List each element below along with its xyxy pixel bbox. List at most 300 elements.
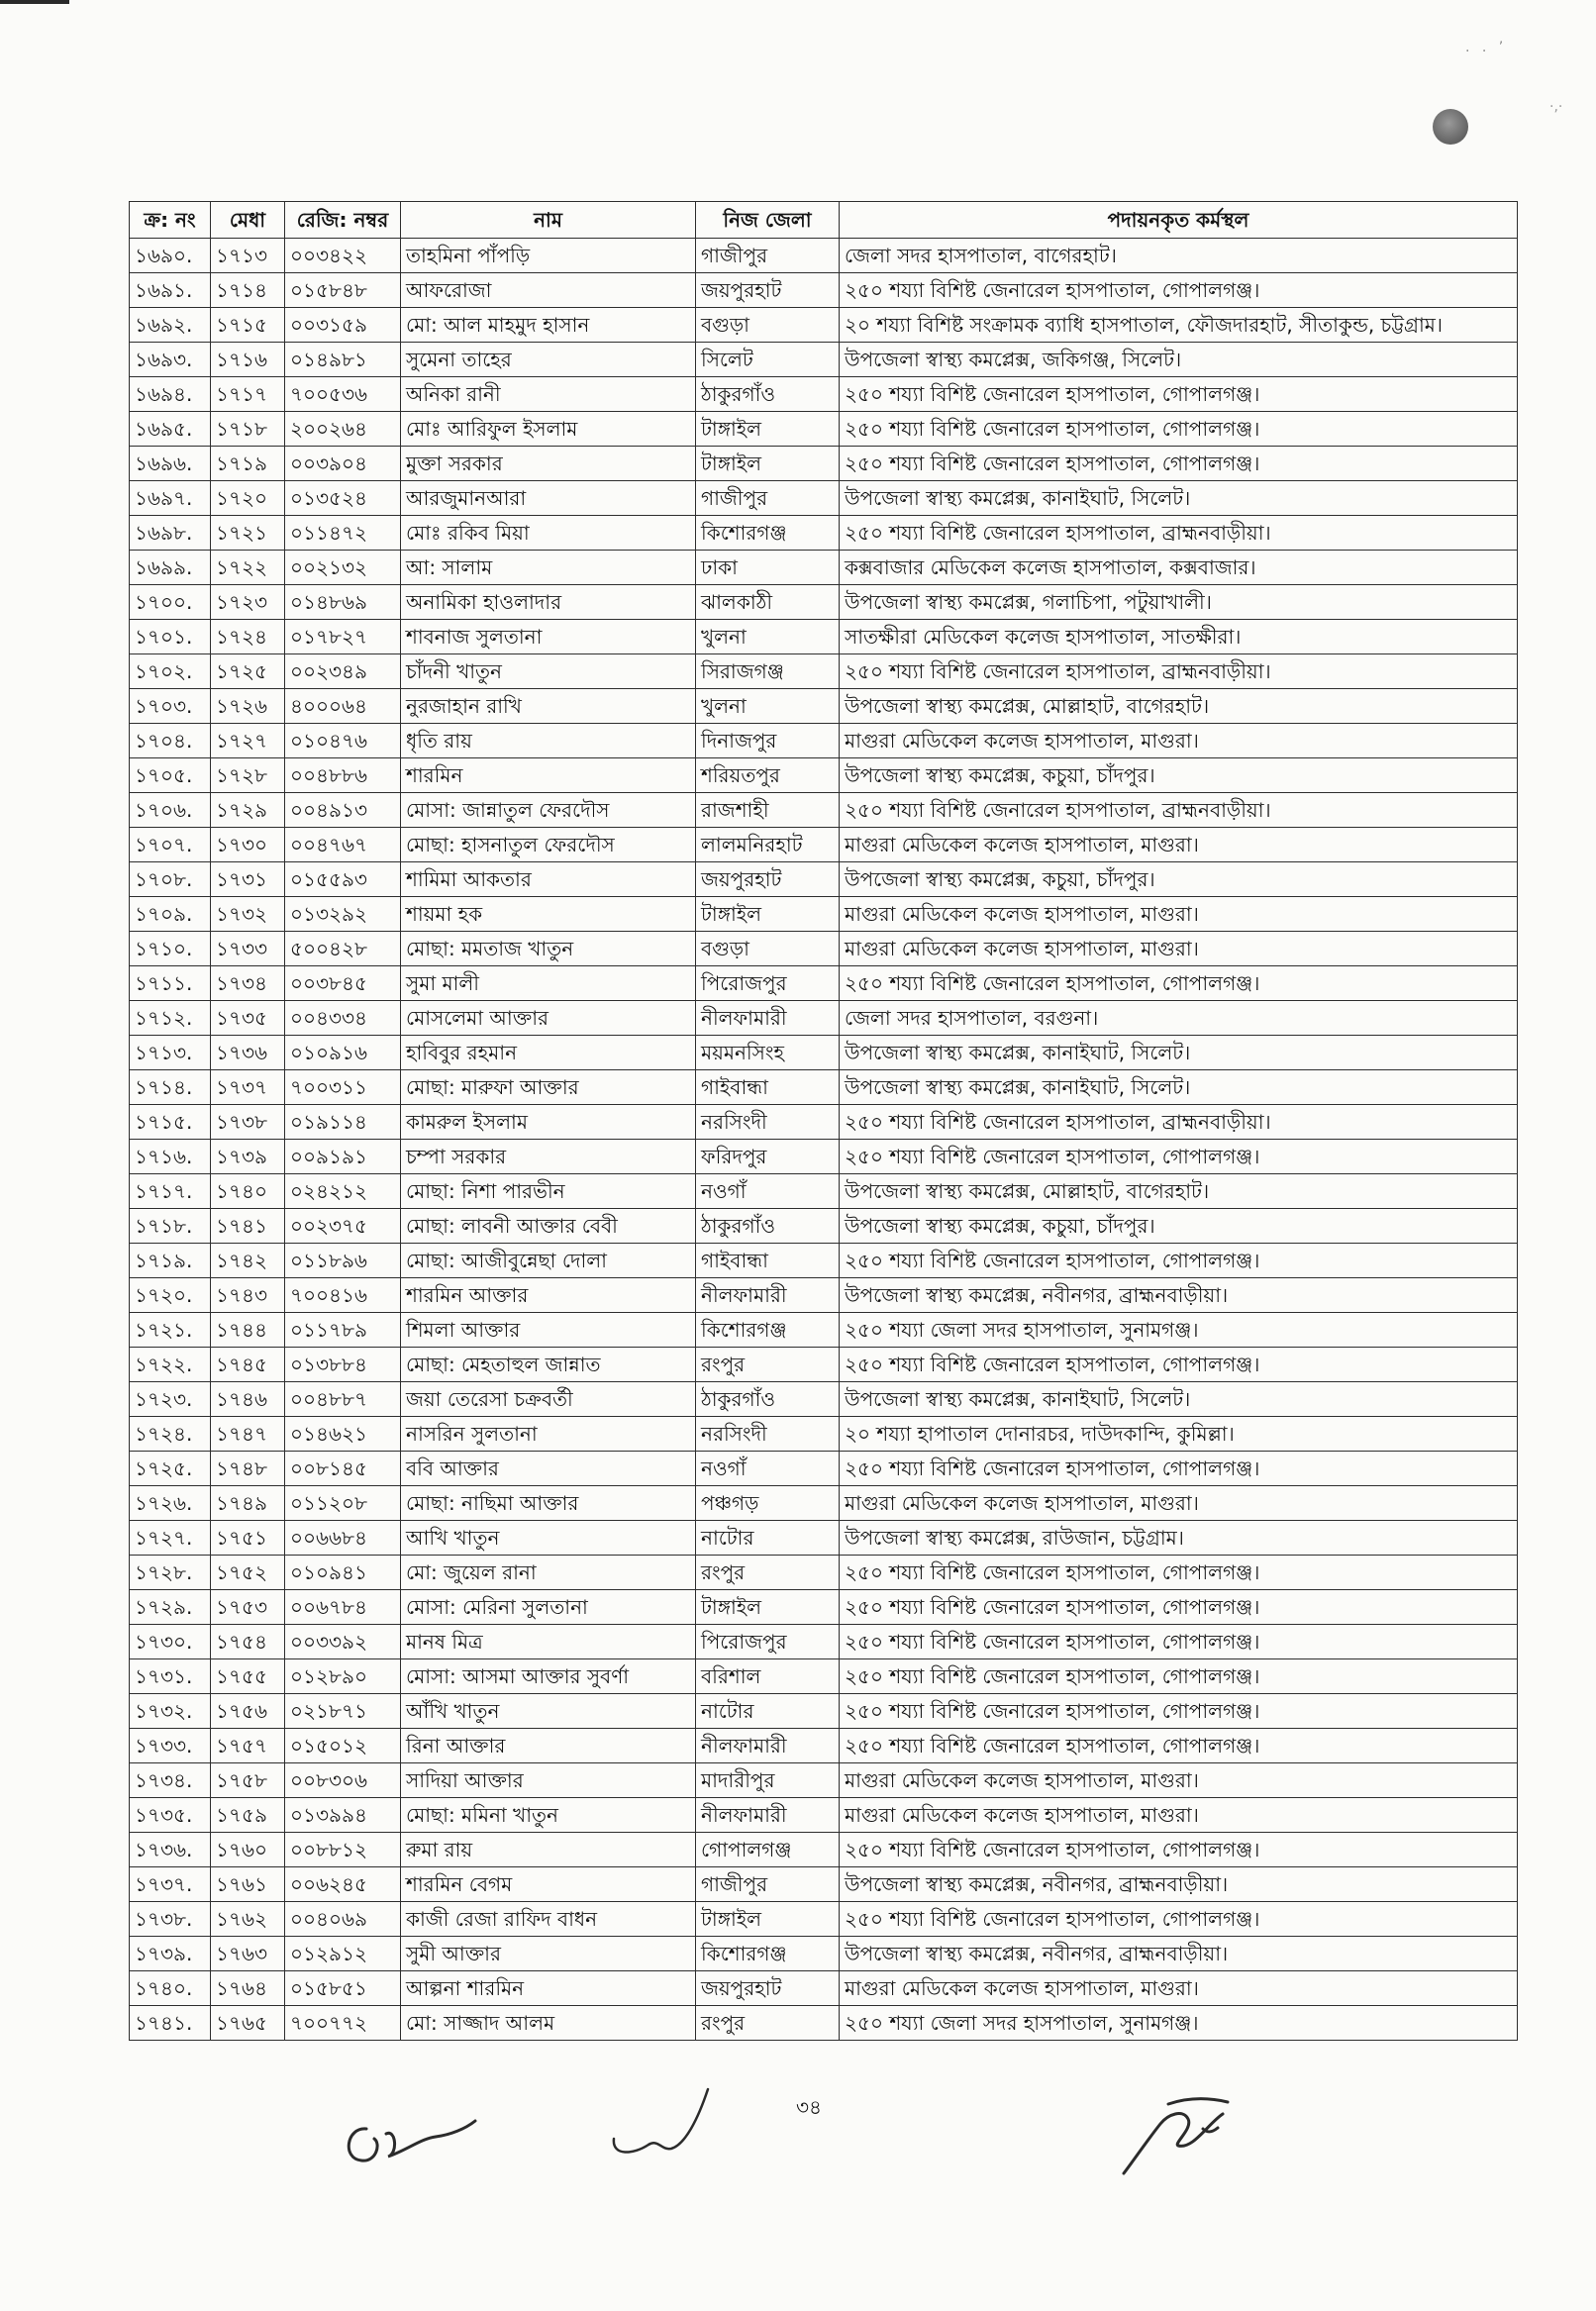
posting-table [129, 201, 1518, 2041]
cell-home-district: নীলফামারী [696, 1798, 840, 1833]
cell-name: মোছা: আজীবুন্নেছা দোলা [401, 1244, 696, 1278]
cell-posting-place: ২৫০ শয্যা বিশিষ্ট জেনারেল হাসপাতাল, গোপালগঞ্জ। [840, 1556, 1518, 1590]
cell-serial: ১৭২৮. [130, 1556, 211, 1590]
cell-posting-place: মাগুরা মেডিকেল কলেজ হাসপাতাল, মাগুরা। [840, 828, 1518, 862]
table-row [130, 932, 1518, 966]
cell-home-district: জয়পুরহাট [696, 1971, 840, 2006]
cell-merit: ১৭৫২ [211, 1556, 285, 1590]
cell-reg-no: ৪০০০৬৪ [285, 689, 401, 724]
table-row [130, 1971, 1518, 2006]
cell-reg-no: ০২১৮৭১ [285, 1694, 401, 1729]
cell-reg-no: ৭০০৪১৬ [285, 1278, 401, 1313]
cell-serial: ১৬৯৯. [130, 551, 211, 585]
cell-merit: ১৭১৭ [211, 377, 285, 412]
table-row [130, 1313, 1518, 1348]
cell-name: মোছা: নাছিমা আক্তার [401, 1486, 696, 1521]
table-row [130, 412, 1518, 447]
cell-home-district: কিশোরগঞ্জ [696, 1313, 840, 1348]
cell-serial: ১৭২০. [130, 1278, 211, 1313]
cell-posting-place: উপজেলা স্বাস্থ্য কমপ্লেক্স, কচুয়া, চাঁদপুর। [840, 758, 1518, 793]
cell-serial: ১৭০৮. [130, 862, 211, 897]
cell-merit: ১৭৬০ [211, 1833, 285, 1867]
table-row [130, 1278, 1518, 1313]
table-row [130, 516, 1518, 551]
table-row [130, 1937, 1518, 1971]
cell-merit: ১৭৩৮ [211, 1105, 285, 1140]
cell-reg-no: ০০৯১৯১ [285, 1140, 401, 1174]
cell-name: আঁখি খাতুন [401, 1694, 696, 1729]
cell-reg-no: ০১৪৮৬৯ [285, 585, 401, 620]
table-header-row [130, 202, 1518, 239]
cell-posting-place: মাগুরা মেডিকেল কলেজ হাসপাতাল, মাগুরা। [840, 1798, 1518, 1833]
cell-serial: ১৭৩৪. [130, 1763, 211, 1798]
table-row [130, 620, 1518, 654]
cell-home-district: গাজীপুর [696, 1867, 840, 1902]
cell-reg-no: ০১১৪৭২ [285, 516, 401, 551]
cell-serial: ১৭৩৫. [130, 1798, 211, 1833]
cell-merit: ১৭৪১ [211, 1209, 285, 1244]
cell-posting-place: উপজেলা স্বাস্থ্য কমপ্লেক্স, জকিগঞ্জ, সিলেট। [840, 343, 1518, 377]
cell-name: আ: সালাম [401, 551, 696, 585]
cell-serial: ১৭৩৬. [130, 1833, 211, 1867]
scan-edge-mark [0, 0, 69, 4]
cell-reg-no: ০০৮১৪৫ [285, 1452, 401, 1486]
cell-home-district: কিশোরগঞ্জ [696, 1937, 840, 1971]
cell-merit: ১৭৪৩ [211, 1278, 285, 1313]
cell-reg-no: ০০২৩৪৯ [285, 654, 401, 689]
cell-home-district: টাঙ্গাইল [696, 1902, 840, 1937]
signature-3 [1109, 2084, 1257, 2183]
cell-serial: ১৬৯১. [130, 273, 211, 308]
cell-posting-place: ২৫০ শয্যা বিশিষ্ট জেনারেল হাসপাতাল, গোপালগঞ্জ। [840, 1452, 1518, 1486]
table-row [130, 1833, 1518, 1867]
table-row [130, 481, 1518, 516]
cell-merit: ১৭৫৩ [211, 1590, 285, 1625]
cell-posting-place: উপজেলা স্বাস্থ্য কমপ্লেক্স, মোল্লাহাট, বাগেরহাট। [840, 689, 1518, 724]
cell-home-district: টাঙ্গাইল [696, 412, 840, 447]
cell-name: সুমী আক্তার [401, 1937, 696, 1971]
cell-name: আফরোজা [401, 273, 696, 308]
cell-home-district: ঠাকুরগাঁও [696, 1209, 840, 1244]
cell-merit: ১৭৪৬ [211, 1382, 285, 1417]
cell-serial: ১৭৩২. [130, 1694, 211, 1729]
table-row [130, 1729, 1518, 1763]
cell-home-district: নাটোর [696, 1521, 840, 1556]
table-row [130, 343, 1518, 377]
cell-reg-no: ০০৬২৪৫ [285, 1867, 401, 1902]
cell-home-district: বরিশাল [696, 1659, 840, 1694]
table-row [130, 585, 1518, 620]
cell-home-district: টাঙ্গাইল [696, 447, 840, 481]
cell-name: মো: সাজ্জাদ আলম [401, 2006, 696, 2041]
page-number: ৩৪ [796, 2095, 822, 2119]
cell-home-district: মাদারীপুর [696, 1763, 840, 1798]
cell-merit: ১৭৩১ [211, 862, 285, 897]
cell-home-district: রংপুর [696, 1348, 840, 1382]
punch-hole [1433, 109, 1468, 145]
cell-posting-place: জেলা সদর হাসপাতাল, বাগেরহাট। [840, 239, 1518, 273]
cell-name: চম্পা সরকার [401, 1140, 696, 1174]
cell-home-district: খুলনা [696, 620, 840, 654]
cell-reg-no: ০১৫০১২ [285, 1729, 401, 1763]
cell-home-district: রাজশাহী [696, 793, 840, 828]
cell-serial: ১৭১০. [130, 932, 211, 966]
cell-home-district: নীলফামারী [696, 1001, 840, 1036]
cell-serial: ১৭২৯. [130, 1590, 211, 1625]
cell-reg-no: ০১৩৯৯৪ [285, 1798, 401, 1833]
cell-serial: ১৭২৭. [130, 1521, 211, 1556]
cell-name: মোছা: মমতাজ খাতুন [401, 932, 696, 966]
cell-merit: ১৭৪২ [211, 1244, 285, 1278]
cell-name: ববি আক্তার [401, 1452, 696, 1486]
cell-home-district: কিশোরগঞ্জ [696, 516, 840, 551]
table-row [130, 1244, 1518, 1278]
cell-posting-place: জেলা সদর হাসপাতাল, বরগুনা। [840, 1001, 1518, 1036]
table-row [130, 758, 1518, 793]
table-row [130, 828, 1518, 862]
cell-merit: ১৭৪৫ [211, 1348, 285, 1382]
cell-posting-place: ২৫০ শয্যা বিশিষ্ট জেনারেল হাসপাতাল, গোপালগঞ্জ। [840, 1590, 1518, 1625]
cell-serial: ১৭২৬. [130, 1486, 211, 1521]
cell-home-district: বগুড়া [696, 308, 840, 343]
cell-name: মোসা: জান্নাতুল ফেরদৌস [401, 793, 696, 828]
cell-posting-place: ২৫০ শয্যা জেলা সদর হাসপাতাল, সুনামগঞ্জ। [840, 1313, 1518, 1348]
cell-name: মোছা: নিশা পারভীন [401, 1174, 696, 1209]
cell-home-district: রংপুর [696, 1556, 840, 1590]
cell-serial: ১৬৯৩. [130, 343, 211, 377]
cell-merit: ১৭৬৪ [211, 1971, 285, 2006]
cell-reg-no: ০০৩৯০৪ [285, 447, 401, 481]
header-merit: মেধা [211, 202, 285, 239]
cell-serial: ১৭০২. [130, 654, 211, 689]
table-row [130, 862, 1518, 897]
cell-merit: ১৭৪৪ [211, 1313, 285, 1348]
cell-name: মো: আল মাহমুদ হাসান [401, 308, 696, 343]
cell-posting-place: কক্সবাজার মেডিকেল কলেজ হাসপাতাল, কক্সবাজার। [840, 551, 1518, 585]
cell-name: সাদিয়া আক্তার [401, 1763, 696, 1798]
cell-name: কাজী রেজা রাফিদ বাধন [401, 1902, 696, 1937]
table-row [130, 1521, 1518, 1556]
table-row [130, 1417, 1518, 1452]
cell-posting-place: উপজেলা স্বাস্থ্য কমপ্লেক্স, কানাইঘাট, সিলেট। [840, 481, 1518, 516]
table-row [130, 1105, 1518, 1140]
cell-reg-no: ০১৭৮২৭ [285, 620, 401, 654]
cell-posting-place: ২০ শয্যা বিশিষ্ট সংক্রামক ব্যাধি হাসপাতাল, ফৌজদারহাট, সীতাকুন্ড, চট্টগ্রাম। [840, 308, 1518, 343]
cell-home-district: গাজীপুর [696, 481, 840, 516]
cell-reg-no: ০০৪৭৬৭ [285, 828, 401, 862]
cell-posting-place: ২৫০ শয্যা বিশিষ্ট জেনারেল হাসপাতাল, গোপালগঞ্জ। [840, 377, 1518, 412]
header-reg-no: রেজি: নম্বর [285, 202, 401, 239]
cell-posting-place: ২৫০ শয্যা বিশিষ্ট জেনারেল হাসপাতাল, গোপালগঞ্জ। [840, 1694, 1518, 1729]
cell-reg-no: ২০০২৬৪ [285, 412, 401, 447]
cell-posting-place: উপজেলা স্বাস্থ্য কমপ্লেক্স, নবীনগর, ব্রাহ্মনবাড়ীয়া। [840, 1867, 1518, 1902]
cell-serial: ১৭০৩. [130, 689, 211, 724]
cell-merit: ১৭৩৯ [211, 1140, 285, 1174]
cell-posting-place: ২৫০ শয্যা বিশিষ্ট জেনারেল হাসপাতাল, গোপালগঞ্জ। [840, 447, 1518, 481]
table-row [130, 1140, 1518, 1174]
cell-home-district: খুলনা [696, 689, 840, 724]
cell-home-district: নীলফামারী [696, 1278, 840, 1313]
cell-name: শিমলা আক্তার [401, 1313, 696, 1348]
cell-reg-no: ০০৮৮১২ [285, 1833, 401, 1867]
cell-serial: ১৭২৪. [130, 1417, 211, 1452]
cell-name: মোছা: মেহতাহুল জান্নাত [401, 1348, 696, 1382]
cell-posting-place: উপজেলা স্বাস্থ্য কমপ্লেক্স, কানাইঘাট, সিলেট। [840, 1036, 1518, 1070]
cell-home-district: দিনাজপুর [696, 724, 840, 758]
cell-serial: ১৬৯৮. [130, 516, 211, 551]
cell-home-district: নীলফামারী [696, 1729, 840, 1763]
cell-name: মোসা: আসমা আক্তার সুবর্ণা [401, 1659, 696, 1694]
cell-name: শাবনাজ সুলতানা [401, 620, 696, 654]
cell-posting-place: ২৫০ শয্যা বিশিষ্ট জেনারেল হাসপাতাল, গোপালগঞ্জ। [840, 412, 1518, 447]
cell-home-district: ময়মনসিংহ [696, 1036, 840, 1070]
cell-serial: ১৭১৮. [130, 1209, 211, 1244]
cell-serial: ১৬৯৭. [130, 481, 211, 516]
cell-merit: ১৭১৮ [211, 412, 285, 447]
table-row [130, 1209, 1518, 1244]
cell-home-district: জয়পুরহাট [696, 273, 840, 308]
cell-posting-place: মাগুরা মেডিকেল কলেজ হাসপাতাল, মাগুরা। [840, 897, 1518, 932]
cell-serial: ১৭৩৯. [130, 1937, 211, 1971]
cell-home-district: গাইবান্ধা [696, 1244, 840, 1278]
cell-reg-no: ০১৯১১৪ [285, 1105, 401, 1140]
cell-serial: ১৭৩৮. [130, 1902, 211, 1937]
table-row [130, 1070, 1518, 1105]
table-row [130, 1902, 1518, 1937]
cell-posting-place: মাগুরা মেডিকেল কলেজ হাসপাতাল, মাগুরা। [840, 1486, 1518, 1521]
table-row [130, 654, 1518, 689]
cell-home-district: পিরোজপুর [696, 1625, 840, 1659]
cell-serial: ১৭১১. [130, 966, 211, 1001]
cell-serial: ১৭০৯. [130, 897, 211, 932]
cell-serial: ১৬৯৬. [130, 447, 211, 481]
table-row [130, 1001, 1518, 1036]
cell-merit: ১৭২৯ [211, 793, 285, 828]
cell-posting-place: উপজেলা স্বাস্থ্য কমপ্লেক্স, কানাইঘাট, সিলেট। [840, 1382, 1518, 1417]
signature-2 [604, 2079, 723, 2178]
cell-reg-no: ০১১৮৯৬ [285, 1244, 401, 1278]
cell-name: ধৃতি রায় [401, 724, 696, 758]
cell-merit: ১৭৫৪ [211, 1625, 285, 1659]
cell-serial: ১৭৪০. [130, 1971, 211, 2006]
table-row [130, 1348, 1518, 1382]
cell-merit: ১৭৪৮ [211, 1452, 285, 1486]
cell-merit: ১৭১৪ [211, 273, 285, 308]
cell-name: মানষ মিত্র [401, 1625, 696, 1659]
cell-name: অনিকা রানী [401, 377, 696, 412]
cell-serial: ১৭২২. [130, 1348, 211, 1382]
cell-merit: ১৭৫৮ [211, 1763, 285, 1798]
cell-name: মোসলেমা আক্তার [401, 1001, 696, 1036]
cell-name: মোঃ আরিফুল ইসলাম [401, 412, 696, 447]
cell-merit: ১৭৩৪ [211, 966, 285, 1001]
table-row [130, 1659, 1518, 1694]
cell-merit: ১৭৩৩ [211, 932, 285, 966]
cell-posting-place: ২৫০ শয্যা বিশিষ্ট জেনারেল হাসপাতাল, গোপালগঞ্জ। [840, 966, 1518, 1001]
cell-name: মোছা: মমিনা খাতুন [401, 1798, 696, 1833]
cell-serial: ১৭৩৭. [130, 1867, 211, 1902]
cell-reg-no: ০০৩৮৪৫ [285, 966, 401, 1001]
table-row [130, 1452, 1518, 1486]
cell-merit: ১৭৩৬ [211, 1036, 285, 1070]
table-row [130, 377, 1518, 412]
cell-posting-place: ২৫০ শয্যা বিশিষ্ট জেনারেল হাসপাতাল, গোপালগঞ্জ। [840, 1902, 1518, 1937]
cell-merit: ১৭৫১ [211, 1521, 285, 1556]
cell-home-district: নওগাঁ [696, 1174, 840, 1209]
cell-reg-no: ০১০৯৪১ [285, 1556, 401, 1590]
cell-merit: ১৭২৪ [211, 620, 285, 654]
cell-posting-place: মাগুরা মেডিকেল কলেজ হাসপাতাল, মাগুরা। [840, 932, 1518, 966]
cell-serial: ১৭১৯. [130, 1244, 211, 1278]
cell-merit: ১৭২৫ [211, 654, 285, 689]
cell-reg-no: ০১৪৬২১ [285, 1417, 401, 1452]
cell-reg-no: ০০৪৯১৩ [285, 793, 401, 828]
cell-posting-place: ২৫০ শয্যা জেলা সদর হাসপাতাল, সুনামগঞ্জ। [840, 2006, 1518, 2041]
table-row [130, 1694, 1518, 1729]
cell-name: মোছা: মারুফা আক্তার [401, 1070, 696, 1105]
header-name: নাম [401, 202, 696, 239]
cell-home-district: নরসিংদী [696, 1417, 840, 1452]
cell-name: রিনা আক্তার [401, 1729, 696, 1763]
cell-merit: ১৭৬৩ [211, 1937, 285, 1971]
table-row [130, 239, 1518, 273]
table-row [130, 724, 1518, 758]
table-row [130, 966, 1518, 1001]
cell-reg-no: ০১৫৫৯৩ [285, 862, 401, 897]
cell-name: শারমিন [401, 758, 696, 793]
cell-posting-place: সাতক্ষীরা মেডিকেল কলেজ হাসপাতাল, সাতক্ষীরা। [840, 620, 1518, 654]
cell-home-district: সিরাজগঞ্জ [696, 654, 840, 689]
cell-posting-place: মাগুরা মেডিকেল কলেজ হাসপাতাল, মাগুরা। [840, 724, 1518, 758]
table-row [130, 308, 1518, 343]
cell-serial: ১৭০৬. [130, 793, 211, 828]
cell-serial: ১৭২১. [130, 1313, 211, 1348]
cell-home-district: সিলেট [696, 343, 840, 377]
cell-home-district: রংপুর [696, 2006, 840, 2041]
cell-name: শামিমা আকতার [401, 862, 696, 897]
cell-name: মোঃ রকিব মিয়া [401, 516, 696, 551]
cell-home-district: জয়পুরহাট [696, 862, 840, 897]
table-row [130, 1556, 1518, 1590]
cell-serial: ১৬৯৪. [130, 377, 211, 412]
cell-home-district: ফরিদপুর [696, 1140, 840, 1174]
scan-specks: . . ’ [1465, 40, 1508, 55]
cell-merit: ১৭৫৭ [211, 1729, 285, 1763]
cell-serial: ১৭০০. [130, 585, 211, 620]
cell-home-district: নরসিংদী [696, 1105, 840, 1140]
cell-name: তাহমিনা পাঁপড়ি [401, 239, 696, 273]
cell-home-district: পিরোজপুর [696, 966, 840, 1001]
cell-reg-no: ০১৩৫২৪ [285, 481, 401, 516]
cell-home-district: ঠাকুরগাঁও [696, 377, 840, 412]
cell-posting-place: উপজেলা স্বাস্থ্য কমপ্লেক্স, কচুয়া, চাঁদপুর। [840, 1209, 1518, 1244]
cell-posting-place: উপজেলা স্বাস্থ্য কমপ্লেক্স, গলাচিপা, পটুয়াখালী। [840, 585, 1518, 620]
cell-serial: ১৬৯৫. [130, 412, 211, 447]
cell-merit: ১৭৬১ [211, 1867, 285, 1902]
table-row [130, 1798, 1518, 1833]
cell-merit: ১৭৫৬ [211, 1694, 285, 1729]
cell-name: নাসরিন সুলতানা [401, 1417, 696, 1452]
cell-merit: ১৭১৫ [211, 308, 285, 343]
cell-serial: ১৭০৭. [130, 828, 211, 862]
table-row [130, 1763, 1518, 1798]
cell-merit: ১৭১৬ [211, 343, 285, 377]
table-row [130, 1382, 1518, 1417]
cell-reg-no: ০১০৯১৬ [285, 1036, 401, 1070]
cell-posting-place: ২০ শয্যা হাপাতাল দোনারচর, দাউদকান্দি, কুমিল্লা। [840, 1417, 1518, 1452]
cell-home-district: শরিয়তপুর [696, 758, 840, 793]
header-posting-place: পদায়নকৃত কর্মস্থল [840, 202, 1518, 239]
cell-home-district: লালমনিরহাট [696, 828, 840, 862]
cell-reg-no: ৭০০৩১১ [285, 1070, 401, 1105]
table-row [130, 1867, 1518, 1902]
table-row [130, 1036, 1518, 1070]
cell-posting-place: উপজেলা স্বাস্থ্য কমপ্লেক্স, কানাইঘাট, সিলেট। [840, 1070, 1518, 1105]
cell-home-district: নাটোর [696, 1694, 840, 1729]
cell-merit: ১৭৬২ [211, 1902, 285, 1937]
cell-posting-place: ২৫০ শয্যা বিশিষ্ট জেনারেল হাসপাতাল, গোপালগঞ্জ। [840, 1833, 1518, 1867]
table-row [130, 897, 1518, 932]
header-serial: ক্র: নং [130, 202, 211, 239]
cell-posting-place: উপজেলা স্বাস্থ্য কমপ্লেক্স, রাউজান, চট্টগ্রাম। [840, 1521, 1518, 1556]
cell-merit: ১৭২০ [211, 481, 285, 516]
cell-merit: ১৭২২ [211, 551, 285, 585]
cell-posting-place: ২৫০ শয্যা বিশিষ্ট জেনারেল হাসপাতাল, গোপালগঞ্জ। [840, 1244, 1518, 1278]
cell-posting-place: উপজেলা স্বাস্থ্য কমপ্লেক্স, নবীনগর, ব্রাহ্মনবাড়ীয়া। [840, 1278, 1518, 1313]
cell-reg-no: ০০৩৪২২ [285, 239, 401, 273]
cell-posting-place: উপজেলা স্বাস্থ্য কমপ্লেক্স, কচুয়া, চাঁদপুর। [840, 862, 1518, 897]
cell-merit: ১৭২৭ [211, 724, 285, 758]
signature-1 [327, 2099, 495, 2188]
cell-reg-no: ০১১৭৮৯ [285, 1313, 401, 1348]
cell-name: কামরুল ইসলাম [401, 1105, 696, 1140]
table-row [130, 447, 1518, 481]
cell-merit: ১৭৩০ [211, 828, 285, 862]
cell-home-district: গাজীপুর [696, 239, 840, 273]
cell-merit: ১৭২৬ [211, 689, 285, 724]
cell-merit: ১৭২৩ [211, 585, 285, 620]
table-row [130, 551, 1518, 585]
cell-reg-no: ০০৮৩০৬ [285, 1763, 401, 1798]
cell-serial: ১৭৪১. [130, 2006, 211, 2041]
cell-posting-place: ২৫০ শয্যা বিশিষ্ট জেনারেল হাসপাতাল, গোপালগঞ্জ। [840, 273, 1518, 308]
cell-name: শারমিন বেগম [401, 1867, 696, 1902]
cell-serial: ১৭১৫. [130, 1105, 211, 1140]
cell-serial: ১৭৩৩. [130, 1729, 211, 1763]
cell-home-district: টাঙ্গাইল [696, 1590, 840, 1625]
cell-home-district: বগুড়া [696, 932, 840, 966]
cell-posting-place: ২৫০ শয্যা বিশিষ্ট জেনারেল হাসপাতাল, গোপালগঞ্জ। [840, 1625, 1518, 1659]
cell-reg-no: ০০৪৩৩৪ [285, 1001, 401, 1036]
cell-reg-no: ০১২৯১২ [285, 1937, 401, 1971]
cell-home-district: ঝালকাঠী [696, 585, 840, 620]
cell-merit: ১৭১৯ [211, 447, 285, 481]
cell-reg-no: ৭০০৭৭২ [285, 2006, 401, 2041]
table-row [130, 1486, 1518, 1521]
cell-merit: ১৭৪০ [211, 1174, 285, 1209]
cell-name: আখি খাতুন [401, 1521, 696, 1556]
cell-merit: ১৭১৩ [211, 239, 285, 273]
cell-posting-place: ২৫০ শয্যা বিশিষ্ট জেনারেল হাসপাতাল, ব্রাহ্মনবাড়ীয়া। [840, 793, 1518, 828]
cell-name: মোছা: লাবনী আক্তার বেবী [401, 1209, 696, 1244]
table-row [130, 793, 1518, 828]
cell-serial: ১৭১৬. [130, 1140, 211, 1174]
table-row [130, 1174, 1518, 1209]
cell-name: মোসা: মেরিনা সুলতানা [401, 1590, 696, 1625]
cell-serial: ১৭২৩. [130, 1382, 211, 1417]
table-row [130, 689, 1518, 724]
cell-name: মুক্তা সরকার [401, 447, 696, 481]
